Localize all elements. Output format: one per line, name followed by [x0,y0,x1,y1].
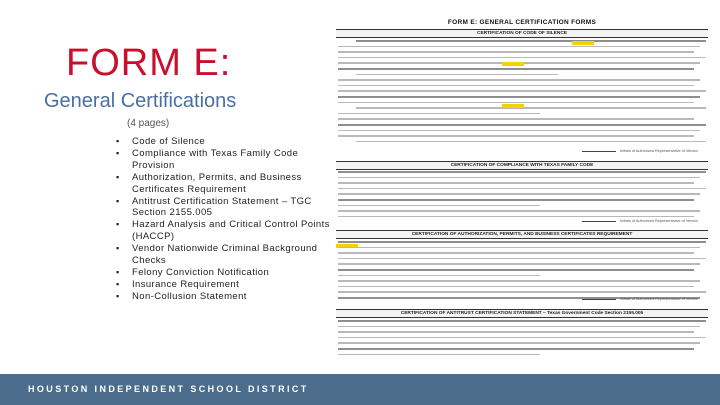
list-item: ▪ Felony Conviction Notification [116,266,270,278]
section-family-code: CERTIFICATION OF COMPLIANCE WITH TEXAS FAMILY CODE [336,161,708,170]
section-code-of-silence: CERTIFICATION OF CODE OF SILENCE [336,29,708,38]
page-count-note: (4 pages) [127,118,170,129]
text-line [338,216,694,218]
signature-label: Initials of Authorized Representative of Vendor [620,219,698,223]
text-line [338,326,700,328]
text-line [338,337,706,339]
section-antitrust: CERTIFICATION OF ANTITRUST CERTIFICATION STATEMENT – Texas Government Code Section 2155.005 [336,309,708,318]
text-line [338,280,700,282]
bullet-icon: ▪ [116,136,120,146]
text-line [338,210,700,212]
text-line [338,252,694,254]
text-line [338,79,700,81]
signature-label: Initials of Authorized Representative of Vendor [620,149,698,153]
bullet-icon: ▪ [116,243,120,254]
text-line [338,348,694,350]
bullet-icon: ▪ [116,195,120,206]
text-line [338,113,540,115]
bullet-icon: ▪ [116,278,120,289]
text-line [338,354,540,356]
bullet-icon: ▪ [116,171,120,182]
text-line [338,85,694,87]
text-line [338,102,694,104]
list-item: ▪ Insurance Requirement [116,278,240,290]
text-line [338,118,694,120]
list-item: ▪ Authorization, Permits, and Business Certificates Requirement [116,171,302,195]
footer-bar [0,374,720,405]
bullet-icon: ▪ [116,147,120,158]
signature-label: Initials of Authorized Representative of Vendor [620,297,698,301]
text-line [338,68,694,70]
slide-subtitle: General Certifications [44,90,237,112]
text-line [356,107,706,109]
text-line [338,51,694,53]
text-line [338,275,540,277]
signature-line [582,151,616,152]
bullet-icon: ▪ [116,219,120,230]
highlight-mark [572,41,594,45]
list-item: ▪ Antitrust Certification Statement – TGC Section 2155.005 [116,195,312,219]
bullet-icon: ▪ [116,266,120,277]
list-item: ▪ Vendor Nationwide Criminal Background Checks [116,243,318,267]
text-line [356,141,706,143]
text-line [338,263,700,265]
text-line [338,258,706,260]
document-title: FORM E: GENERAL CERTIFICATION FORMS [447,19,597,26]
list-item: ▪ Hazard Analysis and Critical Control Points (HACCP) [116,219,330,243]
certification-list [116,136,331,303]
text-line [338,177,700,179]
list-item: ▪ Code of Silence [116,136,206,147]
text-line [338,247,700,249]
section-authorization-permits: CERTIFICATION OF AUTHORIZATION, PERMITS, AND BUSINESS CERTIFICATES REQUIREMENT [336,230,708,239]
highlight-mark [502,62,524,66]
text-line [338,331,694,333]
text-line [356,74,558,76]
text-line [338,205,540,207]
text-line [338,135,694,137]
text-line [338,291,706,293]
text-line [338,171,706,173]
text-line [338,46,700,48]
list-item: ▪ Non-Collusion Statement [116,290,247,302]
text-line [338,96,700,98]
text-line [338,342,700,344]
text-line [338,241,706,243]
signature-line [582,299,616,300]
text-line [338,188,706,190]
text-line [338,182,694,184]
text-line [338,269,694,271]
text-line [338,130,700,132]
slide-title: FORM E: [66,42,232,84]
text-line [338,193,700,195]
text-line [338,124,706,126]
highlight-mark [502,104,524,108]
footer-org-name: HOUSTON INDEPENDENT SCHOOL DISTRICT [28,384,309,394]
text-line [338,286,694,288]
text-line [338,199,694,201]
bullet-icon: ▪ [116,290,120,301]
form-e-document-preview [332,14,712,362]
text-line [338,320,706,322]
text-line [338,57,706,59]
list-item: ▪ Compliance with Texas Family Code Provision [116,147,299,171]
text-line [356,40,706,42]
text-line [338,90,706,92]
signature-line [582,221,616,222]
